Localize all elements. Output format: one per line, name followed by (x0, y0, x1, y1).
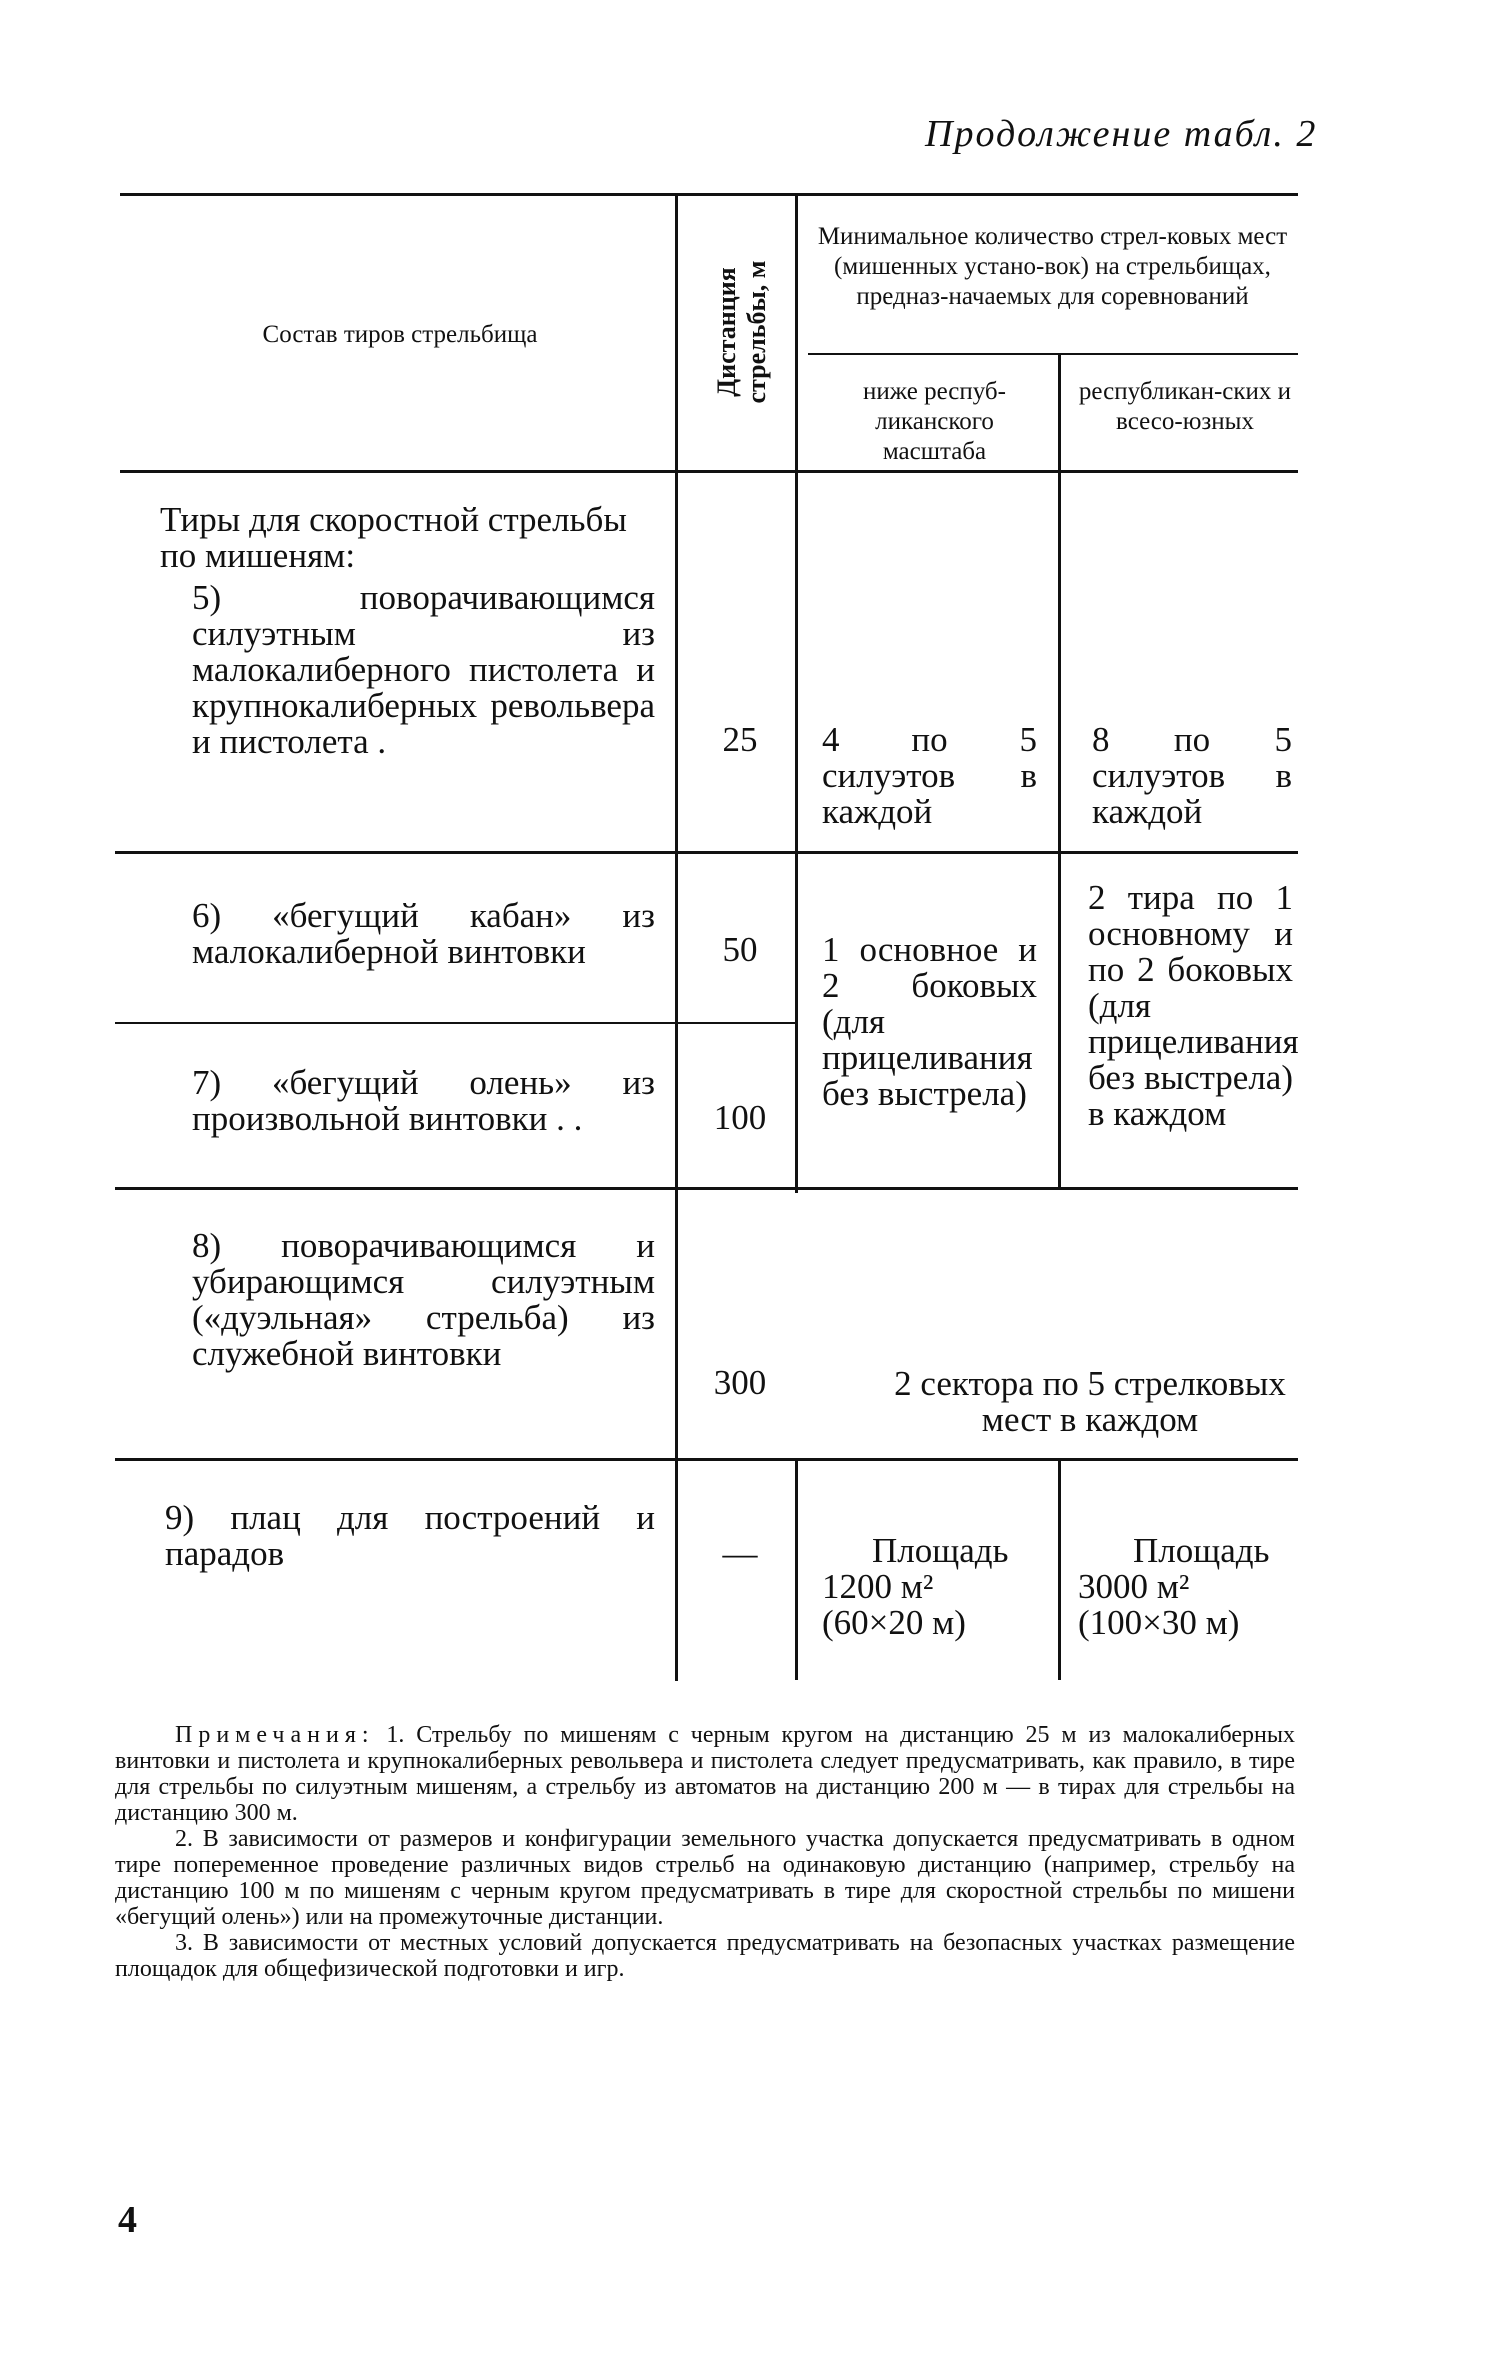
row9-distance: — (722, 1534, 758, 1573)
notes-section (115, 1722, 1295, 1982)
row5-distance: 25 (722, 720, 758, 759)
row9-name: 9) плац для построений и парадов (165, 1498, 655, 1573)
row9-lower-l3: (60×20 м) (822, 1603, 966, 1642)
notes-label: Примечания: (175, 1722, 375, 1748)
row67-lower: 1 основное и 2 боковых (для прицеливания без выстрела) (822, 930, 1037, 1113)
row7-name: 7) «бегущий олень» из произвольной винтовки . . (192, 1063, 655, 1138)
note-1: 1. Стрельбу по мишеням с черным кругом на дистанцию 25 м из малокалиберных винтовки и пистолета и крупнокалиберных револьвера и пистолета следует предусматривать, как правило, в тире для стрельбы по силуэтным мишеням, а стрельбу из автоматов на дистанцию 200 м — в тирах для стрельбы на дистанцию 300 м. (115, 1722, 1296, 1826)
row5-name: 5) поворачивающимся силуэтным из малокалиберного пистолета и крупнокалиберных револьвера и пистолета . (192, 578, 655, 761)
col2-separator-r9 (795, 1460, 798, 1680)
header-republic-union: республикан-ских и всесо-юзных (1078, 378, 1292, 435)
row6-distance: 50 (722, 930, 758, 969)
col1-separator (675, 193, 678, 1681)
row5-lower: 4 по 5 силуэтов в каждой (822, 720, 1037, 831)
row8-bottom-rule (115, 1458, 1298, 1461)
row6-bottom-rule (115, 1022, 795, 1024)
row67-republic: 2 тира по 1 основному и по 2 боковых (для прицеливания без выстрела) в каждом (1088, 878, 1299, 1133)
header-composition: Состав тиров стрельбища (262, 321, 538, 348)
row8-distance: 300 (713, 1363, 767, 1402)
row5-republic: 8 по 5 силуэтов в каждой (1092, 720, 1292, 831)
row9-republic-l1: Площадь (1133, 1531, 1270, 1570)
row9-lower-l2: 1200 м² (822, 1567, 934, 1606)
col3-separator-r9 (1058, 1460, 1061, 1680)
row6-name: 6) «бегущий кабан» из малокалиберной винтовки (192, 896, 655, 971)
header-subdivider-rule (808, 353, 1298, 355)
header-bottom-rule (120, 470, 1298, 473)
row9-republic (1078, 1533, 1298, 1641)
row7-bottom-rule (115, 1187, 1298, 1190)
row9-lower-l1: Площадь (872, 1531, 1009, 1570)
note-3: 3. В зависимости от местных условий допускается предусматривать на безопасных участках размещение площадок для общефизической подготовки и игр. (115, 1930, 1295, 1982)
header-below-republic: ниже респуб-ликанского масштаба (863, 378, 1006, 465)
table-top-rule (120, 193, 1298, 196)
note-2: 2. В зависимости от размеров и конфигурации земельного участка допускается предусматривать в одном тире попеременное проведение различных видов стрельб на одинаковую дистанцию (например, стрельбу на дистанцию 100 м по мишеням с черным кругом предусматривать в тире для скоростной стрельбы по мишени «бегущий олень») или на промежуточные дистанции. (115, 1826, 1295, 1930)
row5-bottom-rule (115, 851, 1298, 854)
header-distance (712, 202, 772, 462)
row8-name: 8) поворачивающимся и убирающимся силуэтным («дуэльная» стрельба) из служебной винтовки (192, 1226, 655, 1373)
col3-separator-header (1058, 353, 1061, 471)
col2-separator (795, 193, 798, 1193)
row8-combined: 2 сектора по 5 стрелковых мест в каждом (894, 1364, 1286, 1439)
page-number: 4 (118, 2199, 137, 2241)
row9-republic-l2: 3000 м² (1078, 1567, 1190, 1606)
row7-distance: 100 (713, 1098, 767, 1137)
col3-separator-r5 (1058, 472, 1061, 852)
col3-separator-r67 (1058, 853, 1061, 1188)
header-min-places: Минимальное количество стрел-ковых мест (мишенных устано-вок) на стрельбищах, предназ-начаемых для соревнований (817, 223, 1288, 310)
group-title: Тиры для скоростной стрельбы по мишеням: (160, 500, 627, 575)
row9-republic-l3: (100×30 м) (1078, 1603, 1240, 1642)
header-distance-line2: стрельбы, м (742, 260, 771, 404)
table-continuation-caption: Продолжение табл. 2 (925, 113, 1318, 155)
header-distance-line1: Дистанция (712, 267, 741, 397)
row9-lower (822, 1533, 1042, 1641)
